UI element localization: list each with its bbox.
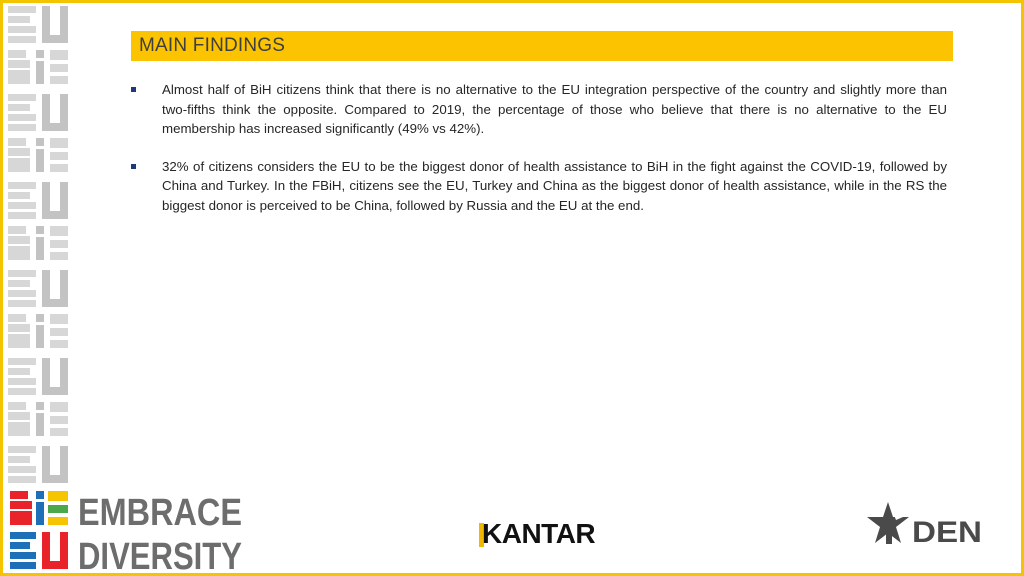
findings-list [131,80,947,233]
diversity-text: DIVERSITY [78,536,242,576]
decorative-pattern-strip [4,4,70,480]
embrace-diversity-logo [8,487,248,576]
bih-eu-logo-mark [10,491,68,569]
finding-item [131,80,947,139]
pattern-unit [4,356,70,444]
finding-text: Almost half of BiH citizens think that there is no alternative to the EU integration perspective of the country and slightly more than two-fifths think the opposite. Compared to 2019, the percentage of those who believe that there is no alternative to the EU membership has increased significantly (49% vs 42%). [162,82,947,136]
pattern-unit [4,92,70,180]
den-wordmark: DEN [912,516,982,549]
pattern-unit [4,4,70,92]
title-bar [131,31,953,61]
kantar-wordmark: KANTAR [482,518,596,549]
kantar-logo [476,518,606,554]
square-bullet-icon [131,87,136,92]
embrace-text: EMBRACE [78,492,242,534]
finding-item [131,157,947,216]
page-title: MAIN FINDINGS [139,35,286,56]
pattern-unit [4,180,70,268]
den-logo [866,500,986,552]
square-bullet-icon [131,164,136,169]
pattern-unit [4,268,70,356]
finding-text: 32% of citizens considers the EU to be the biggest donor of health assistance to BiH in the fight against the COVID-19, followed by China and Turkey. In the FBiH, citizens see the EU, Turkey and China as the biggest donor of health assistance, while in the RS the biggest donor is perceived to be China, followed by Russia and the EU at the end. [162,158,947,213]
